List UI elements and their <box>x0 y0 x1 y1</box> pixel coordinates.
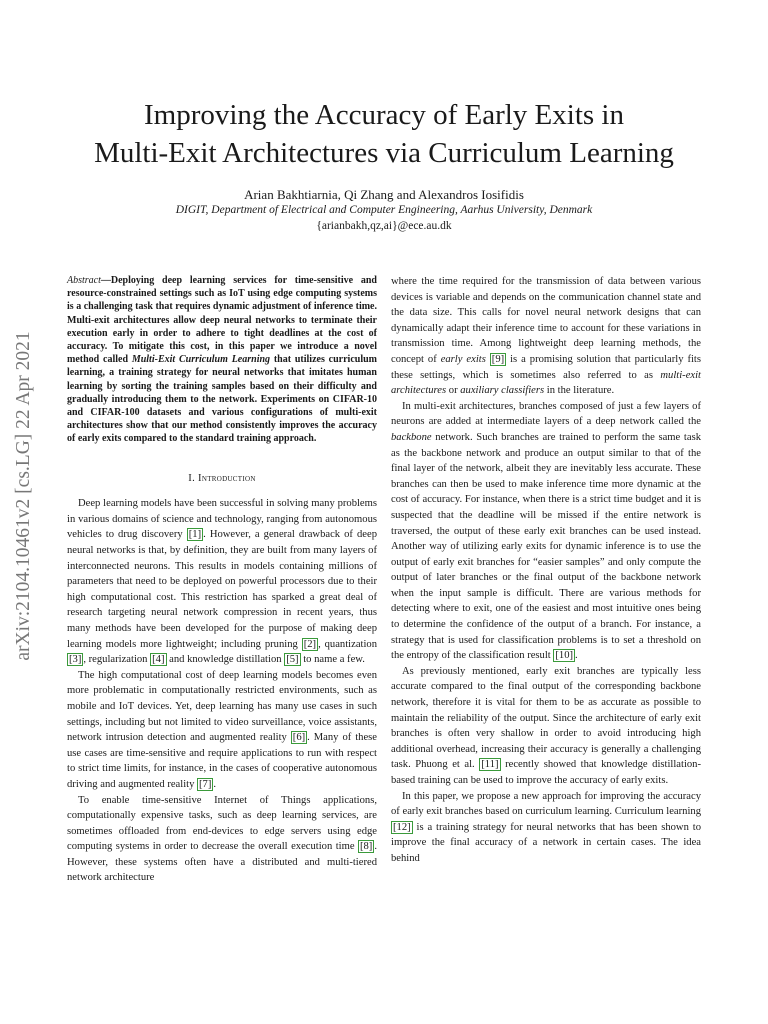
citation-link[interactable]: [7] <box>199 778 212 790</box>
text: recently showed that knowledge distillation-based training can be used to improve the accuracy of early exits. <box>391 759 702 786</box>
affiliation: DIGIT, Department of Electrical and Computer Engineering, Aarhus University, Denmark <box>175 204 593 216</box>
abstract-text-2: that utilizes curriculum learning, a training strategy for neural networks that imitates human learning by sorting the training samples based on their difficulty and gradually introducing them to the network. Experiments on CIFAR-10 and CIFAR-100 datasets and various configurations of multi-exit architectures show that our method consistently improves the accuracy of early exits compared to the standard training approach. <box>67 354 377 445</box>
intro-paragraph-2 <box>67 668 377 793</box>
citation-link[interactable]: [10] <box>555 650 574 662</box>
text: In multi-exit architectures, branches composed of just a few layers of neurons are added at intermediate layers of a deep network called the <box>391 400 701 428</box>
citation-link[interactable]: [3] <box>69 654 82 666</box>
emphasis-text: multi-exit architectures <box>391 369 701 397</box>
text: where the time required for the transmission of data between various devices is variable and depends on the communication channel state and the data size. This calls for novel neural network designs that can dynamically adapt their inference time to account for these variations in transmission time. Among lightweight deep learning methods, the concept of <box>391 276 701 365</box>
text: , regularization <box>83 654 151 666</box>
text: The high computational cost of deep learning models becomes even more problematic in computationally restricted environments, such as mobile and IoT devices. Yet, deep learning has many use cases in such settings, including but not limited to video surveillance, voice assistants, network intrusion detection and augmented reality <box>67 669 377 744</box>
section-name: Introduction <box>198 472 256 484</box>
citation-link[interactable]: [12] <box>393 821 411 833</box>
section-number: I. <box>188 472 196 484</box>
abstract-label: Abstract <box>67 275 101 286</box>
intro-paragraph-1 <box>67 496 377 668</box>
text: is a training strategy for neural networks that has been shown to improve the final accuracy of a network in certain cases. The idea behind <box>391 821 701 864</box>
abstract-method-name: Multi-Exit Curriculum Learning <box>131 354 271 366</box>
email: {arianbakh,qz,ai}@ece.au.dk <box>316 220 452 232</box>
right-column <box>391 274 701 867</box>
authors: Arian Bakhtiarnia, Qi Zhang and Alexandros Iosifidis <box>244 187 524 202</box>
text: To enable time-sensitive Internet of Things applications, computationally expensive tasks, such as deep learning services, are sometimes offloaded from end-devices to edge servers using edge computing systems in order to decrease the overall execution time <box>67 794 377 853</box>
text: . Many of these use cases are time-sensitive and require applications to run with respect to strict time limits, for instance, in the cases of cooperative autonomous driving and augmented reality <box>67 732 377 790</box>
text: . <box>575 650 578 662</box>
text: is a promising solution that particularly fits these settings, which is sometimes also referred to as <box>391 353 701 381</box>
abstract-text-1: —Deploying deep learning services for time-sensitive and resource-constrained settings such as IoT using edge computing systems is a challenging task that requires dynamic adjustment of inference time. Multi-exit architectures allow deep neural networks to terminate their execution early in order to adhere to tight deadlines at the cost of accuracy. To mitigate this cost, in this paper we introduce a novel method called <box>67 275 377 366</box>
text: and knowledge distillation <box>166 654 285 666</box>
citation-link[interactable]: [5] <box>286 654 299 666</box>
text: . <box>213 778 217 790</box>
arxiv-sidebar <box>4 276 44 716</box>
emphasis-text: auxiliary classifiers <box>460 385 545 397</box>
citation-link[interactable]: [4] <box>152 654 165 666</box>
intro-paragraph-7 <box>391 789 701 867</box>
intro-paragraph-5 <box>391 399 701 664</box>
text: In this paper, we propose a new approach for improving the accuracy of early exit branches based on curriculum learning. Curriculum learning <box>391 790 701 818</box>
intro-paragraph-6 <box>391 664 701 789</box>
emphasis-text: backbone <box>391 431 432 443</box>
section-heading <box>67 471 377 487</box>
text: network. Such branches are trained to perform the same task as the backbone network and produce an output similar to that of the final layer of the network, albeit they are inevitably less accurate. These branches can then be used to make inference time more dynamic at the cost of accuracy. For instance, when there is a strict time budget and it is suspected that the deadline will be missed if the entire network is traversed, the output of these early exit branches can be used instead. Another way of utilizing early exits for dynamic inference is to use the output of early exit branches for “easier samples” and only compute the output of later branches or the final output of the backbone network when the input sample is difficult. There are various methods for detecting where to exit, one of the easiest and most intuitive ones being to determine the confidence of the output of a branch. For instance, a strategy that is used for classification problems is to set a threshold on the entropy of the classification result <box>391 431 701 662</box>
text: in the literature. <box>544 385 615 397</box>
text: As previously mentioned, early exit branches are typically less accurate compared to the final output of the corresponding backbone network, therefore it is vital for them to be as accurate as possible to maintain the reliability of the output. Since the architecture of early exit branches is often very shallow in order to avoid introducing high additional overhead, increasing their accuracy is generally a challenging task. Phuong et al. <box>391 665 701 771</box>
title-line-1: Improving the Accuracy of Early Exits in <box>144 99 624 131</box>
emphasis-text: early exits <box>440 353 486 365</box>
left-column <box>67 274 377 886</box>
citation-link[interactable]: [2] <box>303 638 317 650</box>
citation-link[interactable]: [1] <box>188 529 202 541</box>
citation-link[interactable]: [9] <box>491 353 505 365</box>
intro-paragraph-4 <box>391 274 701 399</box>
text: to name a few. <box>300 654 365 666</box>
text: or <box>446 385 461 397</box>
paper-title <box>0 96 768 172</box>
citation-link[interactable]: [6] <box>292 732 306 744</box>
intro-paragraph-3 <box>67 793 377 887</box>
text: , quantization <box>318 638 377 650</box>
title-line-2: Multi-Exit Architectures via Curriculum Learning <box>94 137 674 169</box>
abstract <box>67 274 377 446</box>
citation-link[interactable]: [11] <box>481 759 499 771</box>
citation-link[interactable]: [8] <box>359 841 373 853</box>
arxiv-id: arXiv:2104.10461v2 [cs.LG] 22 Apr 2021 <box>13 331 34 661</box>
text: . However, these systems often have a distributed and multi-tiered network architecture <box>67 841 377 884</box>
text: . However, a general drawback of deep neural networks is that, by definition, they are built from many layers of interconnected neurons. This results in models containing millions of parameters that need to be deployed on powerful processors due to their high computational cost. This restriction has sparked a great deal of research targeting neural network compression in recent years, thus many methods have been developed for the purpose of making deep learning models more lightweight; including pruning <box>67 529 377 650</box>
text: Deep learning models have been successful in solving many problems in various domains of science and technology, ranging from autonomous vehicles to drug discovery <box>67 498 377 541</box>
